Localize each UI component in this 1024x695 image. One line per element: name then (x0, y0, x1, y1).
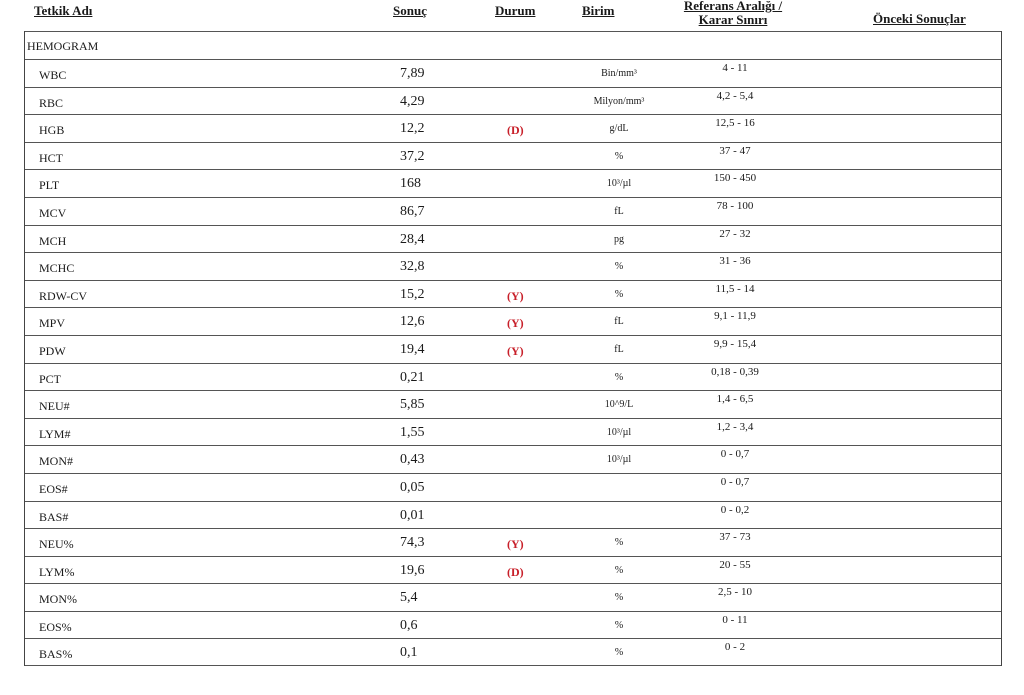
test-name-cell: PDW (39, 343, 66, 358)
unit-cell: % (614, 647, 624, 659)
section-label: HEMOGRAM (27, 39, 99, 53)
test-name-cell: HGB (39, 123, 65, 138)
test-name-cell: RDW-CV (39, 288, 87, 303)
unit-cell: 10³/µl (606, 426, 632, 438)
reference-range-cell: 150 - 450 (713, 172, 757, 185)
unit-cell: % (614, 150, 624, 162)
unit-cell: fL (614, 316, 624, 328)
result-cell: 19,6 (400, 562, 425, 578)
header-unit: Birim (582, 3, 615, 18)
unit-cell: fL (614, 343, 624, 355)
unit-cell: % (614, 619, 624, 631)
result-cell: 0,01 (400, 507, 425, 523)
reference-range-cell: 4,2 - 5,4 (716, 89, 754, 102)
table-row (25, 418, 1001, 446)
unit-cell: 10³/µl (606, 454, 632, 466)
status-flag: (D) (507, 123, 524, 138)
result-cell: 15,2 (400, 286, 425, 302)
result-cell: 0,05 (400, 479, 425, 495)
table-row (25, 638, 1001, 666)
reference-range-cell: 2,5 - 10 (718, 586, 752, 599)
unit-cell: pg (614, 233, 624, 245)
section-row (25, 31, 1001, 59)
reference-range-cell: 0 - 11 (722, 613, 748, 626)
reference-range-cell: 0 - 2 (724, 641, 746, 654)
table-row (25, 197, 1001, 225)
test-name-cell: MCHC (39, 261, 75, 276)
result-cell: 12,2 (400, 121, 425, 137)
unit-cell: g/dL (609, 123, 629, 135)
status-flag: (Y) (507, 316, 524, 331)
table-row (25, 59, 1001, 87)
reference-range-cell: 37 - 73 (719, 531, 751, 544)
reference-range-cell: 11,5 - 14 (715, 282, 755, 295)
table-row (25, 445, 1001, 473)
table-row (25, 583, 1001, 611)
test-name-cell: PLT (39, 178, 60, 193)
unit-cell: fL (614, 205, 624, 217)
reference-range-cell: 12,5 - 16 (715, 117, 755, 130)
reference-range-cell: 0 - 0,7 (720, 475, 750, 488)
status-flag: (D) (507, 564, 524, 579)
table-row (25, 335, 1001, 363)
unit-cell: % (614, 371, 624, 383)
test-name-cell: LYM% (39, 564, 75, 579)
unit-cell: % (614, 288, 624, 300)
status-flag: (Y) (507, 343, 524, 358)
header-reference (668, 0, 798, 27)
result-cell: 0,21 (400, 369, 425, 385)
result-cell: 28,4 (400, 231, 425, 247)
reference-range-cell: 0 - 0,7 (720, 448, 750, 461)
unit-cell: Bin/mm³ (601, 68, 637, 79)
table-row (25, 142, 1001, 170)
table-row (25, 225, 1001, 253)
table-row (25, 87, 1001, 115)
test-name-cell: MPV (39, 316, 66, 331)
test-name-cell: MCV (39, 205, 67, 220)
result-cell: 5,85 (400, 397, 425, 413)
table-row (25, 390, 1001, 418)
reference-range-cell: 20 - 55 (719, 558, 751, 571)
reference-range-cell: 0,18 - 0,39 (711, 365, 759, 378)
header-result: Sonuç (393, 3, 427, 18)
results-table (24, 31, 1002, 666)
unit-cell: % (614, 537, 624, 549)
test-name-cell: WBC (39, 68, 67, 82)
table-row (25, 528, 1001, 556)
test-name-cell: BAS% (39, 647, 73, 662)
result-cell: 7,89 (400, 66, 425, 81)
reference-range-cell: 0 - 0,2 (720, 503, 750, 516)
result-cell: 0,43 (400, 452, 425, 468)
unit-cell: % (614, 564, 624, 576)
result-cell: 0,1 (400, 645, 418, 661)
reference-range-cell: 4 - 11 (722, 62, 748, 74)
result-cell: 19,4 (400, 341, 425, 357)
result-cell: 4,29 (400, 93, 425, 109)
result-cell: 168 (400, 176, 421, 192)
test-name-cell: EOS# (39, 481, 68, 496)
result-cell: 0,6 (400, 617, 418, 633)
test-name-cell: MON% (39, 592, 77, 607)
table-row (25, 169, 1001, 197)
table-header (0, 0, 1024, 34)
reference-range-cell: 9,1 - 11,9 (714, 310, 756, 323)
test-name-cell: LYM# (39, 426, 71, 441)
table-row (25, 252, 1001, 280)
result-cell: 37,2 (400, 148, 425, 164)
result-cell: 1,55 (400, 424, 425, 440)
reference-range-cell: 37 - 47 (719, 144, 751, 157)
table-row (25, 611, 1001, 639)
table-row (25, 556, 1001, 584)
table-row (25, 363, 1001, 391)
table-row (25, 307, 1001, 335)
reference-range-cell: 78 - 100 (716, 199, 754, 212)
test-name-cell: RBC (39, 95, 64, 110)
reference-range-cell: 1,2 - 3,4 (716, 420, 754, 433)
unit-cell: Milyon/mm³ (593, 95, 645, 107)
reference-range-cell: 9,9 - 15,4 (713, 337, 757, 350)
result-cell: 12,6 (400, 314, 425, 330)
reference-range-cell: 31 - 36 (719, 255, 751, 268)
reference-range-cell: 27 - 32 (719, 227, 751, 240)
result-cell: 5,4 (400, 590, 418, 606)
header-previous-results: Önceki Sonuçlar (873, 11, 966, 26)
result-cell: 32,8 (400, 259, 425, 275)
unit-cell: % (614, 592, 624, 604)
result-cell: 74,3 (400, 535, 425, 551)
status-flag: (Y) (507, 537, 524, 552)
test-name-cell: BAS# (39, 509, 69, 524)
test-name-cell: MCH (39, 233, 67, 248)
unit-cell: 10^9/L (604, 399, 634, 411)
status-flag: (Y) (507, 288, 524, 303)
table-row (25, 280, 1001, 308)
result-cell: 86,7 (400, 203, 425, 219)
test-name-cell: NEU% (39, 537, 74, 552)
header-status: Durum (495, 3, 536, 18)
test-name-cell: MON# (39, 454, 74, 469)
unit-cell: % (614, 261, 624, 273)
test-name-cell: PCT (39, 371, 62, 386)
table-row (25, 114, 1001, 142)
header-reference-line2: Karar Sınırı (698, 12, 768, 27)
header-reference-line1: Referans Aralığı / (683, 0, 783, 13)
test-name-cell: EOS% (39, 619, 72, 634)
unit-cell: 10³/µl (606, 178, 632, 190)
table-row (25, 501, 1001, 529)
header-test-name: Tetkik Adı (34, 3, 93, 18)
test-name-cell: NEU# (39, 399, 70, 414)
reference-range-cell: 1,4 - 6,5 (716, 393, 754, 406)
test-name-cell: HCT (39, 150, 63, 165)
table-row (25, 473, 1001, 501)
